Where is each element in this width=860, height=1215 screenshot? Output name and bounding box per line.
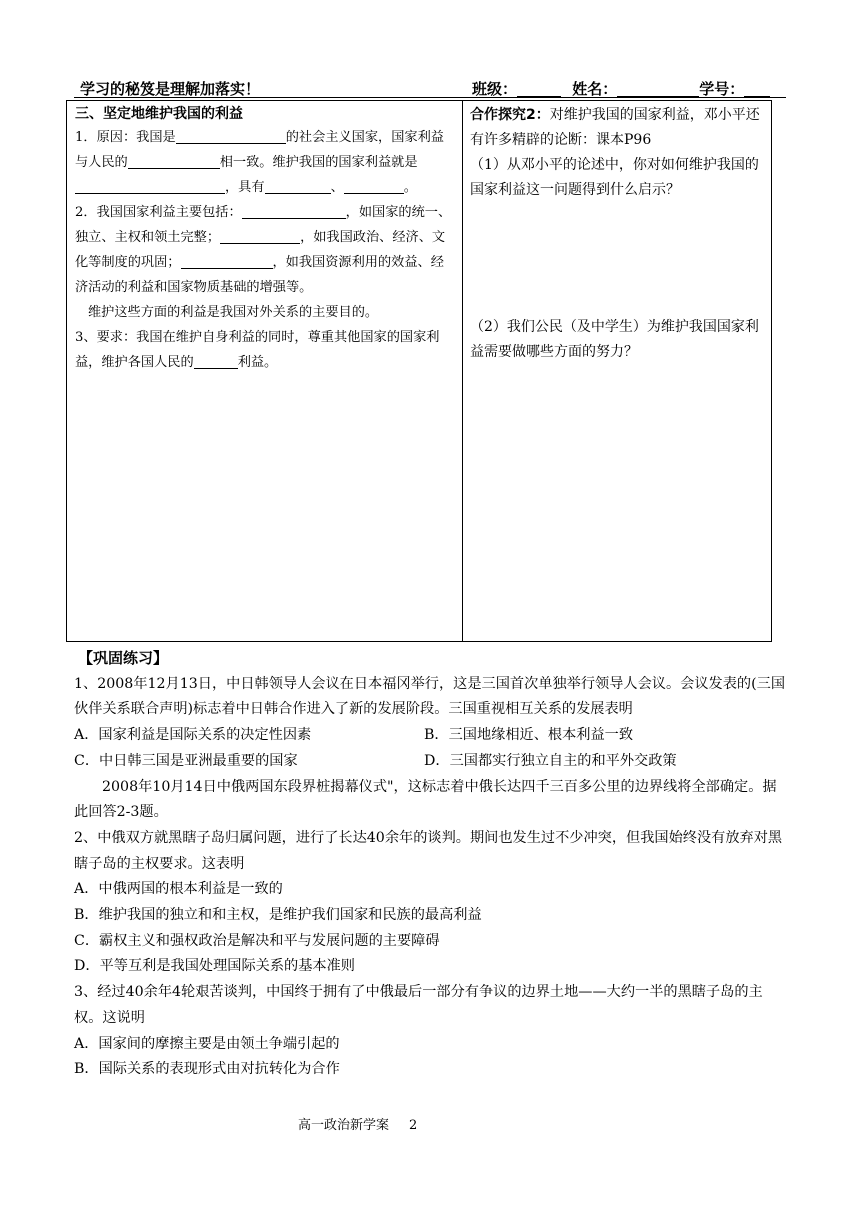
option[interactable]: B．维护我国的独立和和主权，是维护我们国家和民族的最高利益: [74, 907, 482, 924]
study-table: [66, 100, 772, 642]
question-1-options-row-1: [74, 723, 786, 749]
item-2-note: 维护这些方面的利益是我国对外关系的主要目的。: [88, 305, 379, 320]
option[interactable]: C．霸权主义和强权政治是解决和平与发展问题的主要障碍: [74, 932, 440, 949]
column-divider: [462, 101, 463, 641]
blank[interactable]: [242, 204, 346, 219]
exercises: [74, 646, 786, 1083]
page-footer: [298, 1114, 437, 1133]
option[interactable]: A．国家利益是国际关系的决定性因素: [74, 727, 312, 744]
question-3-stem: 3、经过40余年4轮艰苦谈判，中国终于拥有了中俄最后一部分有争议的边界土地——大约一半的黑瞎子岛的主权。这说明: [74, 984, 763, 1026]
question-2: （2）我们公民（及中学生）为维护我国国家利益需要做哪些方面的努力？: [470, 319, 759, 360]
student-info: [472, 78, 770, 99]
footer-title: 高一政治新学案: [298, 1118, 390, 1133]
option[interactable]: D．三国都实行独立自主的和平外交政策: [424, 752, 677, 769]
name-blank[interactable]: [617, 82, 699, 97]
blank[interactable]: [75, 179, 225, 194]
item-1: 1．原因：我国是 的社会主义国家，国家利益与人民的 相一致。维护我国的国家利益就是，具有 、 。: [75, 130, 444, 195]
option[interactable]: B．三国地缘相近、根本利益一致: [424, 727, 634, 744]
option[interactable]: B．国际关系的表现形式由对抗转化为合作: [74, 1061, 340, 1078]
question-1: （1）从邓小平的论述中，你对如何维护我国的国家利益这一问题得到什么启示？: [470, 157, 759, 198]
option[interactable]: C．中日韩三国是亚洲最重要的国家: [74, 752, 298, 769]
option[interactable]: A．国家间的摩擦主要是由领土争端引起的: [74, 1035, 340, 1052]
blank[interactable]: [181, 254, 273, 269]
page-number: 2: [409, 1118, 418, 1133]
blank[interactable]: [344, 179, 404, 194]
question-2-stem: 2、中俄双方就黑瞎子岛归属问题，进行了长达40余年的谈判。期间也发生过不少冲突，但我国始终没有放弃对黑瞎子岛的主权要求。这表明: [74, 829, 783, 872]
name-label: 姓名：: [572, 80, 618, 98]
blank[interactable]: [128, 154, 220, 169]
section-heading: 三、坚定地维护我国的利益: [75, 106, 243, 122]
blank[interactable]: [176, 129, 286, 144]
motto: 学习的秘笈是理解加落实！: [80, 80, 261, 98]
right-column: [470, 103, 766, 365]
inquiry-title: 合作探究2：对维护我国的国家利益，邓小平还有许多精辟的论断：课本P96: [470, 107, 760, 148]
page-header: [74, 76, 786, 98]
blank[interactable]: [194, 354, 238, 369]
class-blank[interactable]: [517, 82, 561, 97]
id-label: 学号：: [699, 80, 745, 98]
header-rule: [74, 97, 786, 98]
blank[interactable]: [265, 179, 331, 194]
exercises-title: 【巩固练习】: [78, 649, 169, 667]
item-2: 2．我国国家利益主要包括： ，如国家的统一、独立、主权和领土完整； ，如我国政治、经济、文化等制度的巩固； ，如我国资源利用的效益、经济活动的利益和国家物质基础的增强等。: [75, 205, 452, 295]
question-1-stem: 1、2008年12月13日，中日韩领导人会议在日本福冈举行，这是三国首次单独举行领导人会议。会议发表的(三国伙伴关系联合声明)标志着中日韩合作进入了新的发展阶段。三国重视相互关系的发展表明: [74, 675, 786, 718]
option[interactable]: D．平等互利是我国处理国际关系的基本准则: [74, 958, 355, 975]
id-blank[interactable]: [744, 82, 770, 97]
class-label: 班级：: [472, 80, 518, 98]
passage: 2008年10月14日中俄两国东段界桩揭幕仪式"，这标志着中俄长达四千三百多公里的边界线将全部确定。据此回答2-3题。: [74, 778, 777, 821]
left-column: [75, 103, 457, 375]
question-1-options-row-2: [74, 749, 786, 775]
blank[interactable]: [220, 229, 300, 244]
item-3: 3、要求：我国在维护自身利益的同时，尊重其他国家的国家利益，维护各国人民的 利益。: [75, 330, 440, 370]
option[interactable]: A．中俄两国的根本利益是一致的: [74, 881, 283, 898]
